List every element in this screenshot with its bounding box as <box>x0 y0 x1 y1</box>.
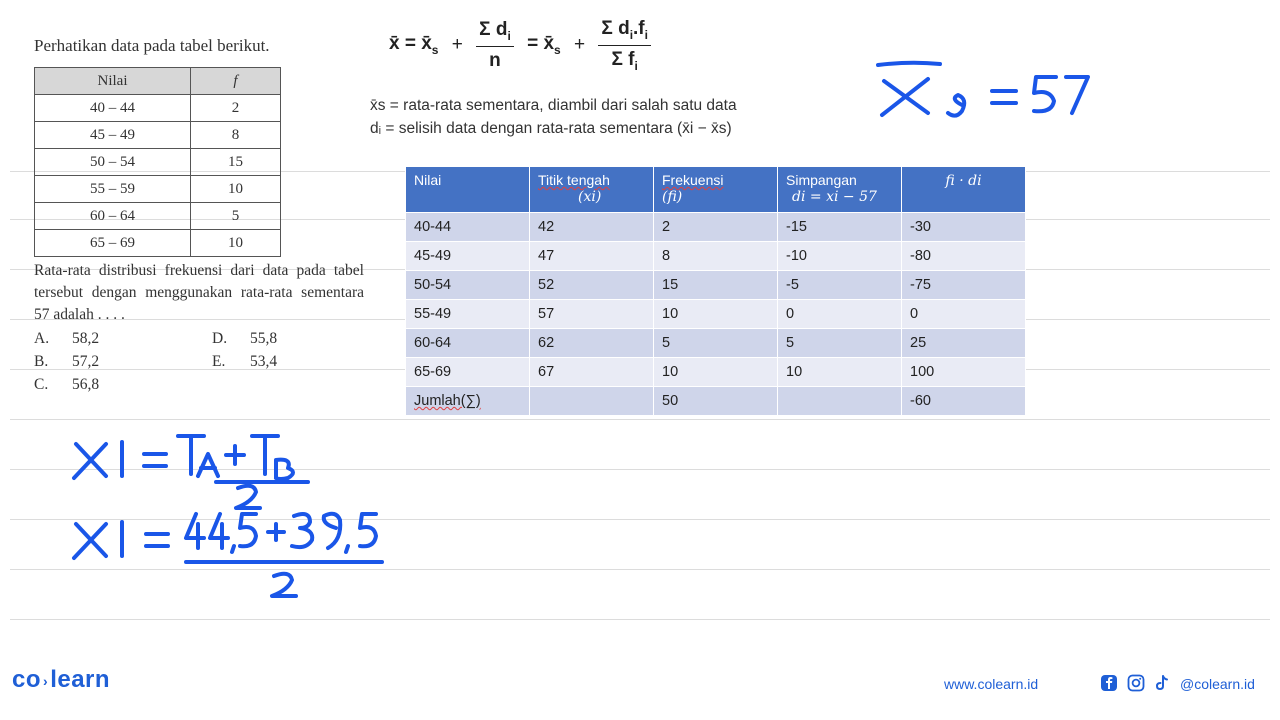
table-row <box>406 329 1026 358</box>
table-row <box>35 95 281 122</box>
table-cell: 45 – 49 <box>35 122 191 149</box>
frequency-table <box>34 67 281 257</box>
plus-sign: + <box>574 34 586 56</box>
table-cell: 100 <box>902 358 1026 387</box>
table-row <box>35 176 281 203</box>
table-row <box>35 203 281 230</box>
table-cell: 10 <box>778 358 902 387</box>
table-cell: 25 <box>902 329 1026 358</box>
calc-header-fi-di: fi · di <box>902 167 1026 213</box>
option-c[interactable] <box>34 376 99 394</box>
table-cell: 52 <box>530 271 654 300</box>
fraction-sum-df-over-sum-f: $\frac{\Sigma d_i.f_i}{\Sigma f_i}$ <box>598 18 651 73</box>
definition-di: dᵢ = selisih data dengan rata-rata sementara (x̄i − x̄s) <box>370 120 732 137</box>
table-cell: 50-54 <box>406 271 530 300</box>
table-row <box>406 300 1026 329</box>
option-value: 58,2 <box>72 330 100 347</box>
table-cell: -5 <box>778 271 902 300</box>
table-cell: 2 <box>654 213 778 242</box>
table-cell: 15 <box>191 149 281 176</box>
calc-header-row <box>406 167 1026 213</box>
formula-lhs: x̄ = $x̄_s$ <box>389 33 439 58</box>
table-cell: 0 <box>902 300 1026 329</box>
table-cell: 55-49 <box>406 300 530 329</box>
option-key: A. <box>34 330 50 347</box>
option-key: B. <box>34 353 49 370</box>
table-cell: 0 <box>778 300 902 329</box>
fraction-sum-d-over-n: $\frac{\Sigma d_i}{n}$ <box>476 19 514 72</box>
table-cell: 55 – 59 <box>35 176 191 203</box>
rule-line <box>10 619 1270 620</box>
option-key: C. <box>34 376 49 393</box>
table-row <box>406 358 1026 387</box>
option-d[interactable] <box>212 330 277 348</box>
table-row <box>35 122 281 149</box>
option-value: 57,2 <box>72 353 100 370</box>
table-cell: 60-64 <box>406 329 530 358</box>
option-key: E. <box>212 353 226 370</box>
table-cell: -10 <box>778 242 902 271</box>
table-cell: -60 <box>902 387 1026 416</box>
table-cell: 57 <box>530 300 654 329</box>
calc-header-frekuensi: Frekuensi (fi) <box>654 167 778 213</box>
option-value: 53,4 <box>250 353 278 370</box>
table-header: f <box>191 68 281 95</box>
table-cell: Jumlah(∑) <box>406 387 530 416</box>
calculation-table <box>405 166 1026 416</box>
table-cell: 10 <box>191 230 281 257</box>
option-value: 55,8 <box>250 330 278 347</box>
mean-formula <box>385 18 655 73</box>
table-cell: 65 – 69 <box>35 230 191 257</box>
table-cell <box>778 387 902 416</box>
colearn-logo[interactable]: co ›learn <box>12 666 111 693</box>
table-cell: 42 <box>530 213 654 242</box>
table-row <box>406 271 1026 300</box>
option-a[interactable] <box>34 330 99 348</box>
table-cell <box>530 387 654 416</box>
social-handle[interactable]: @colearn.id <box>1180 676 1255 692</box>
table-cell: 60 – 64 <box>35 203 191 230</box>
table-cell: 10 <box>654 300 778 329</box>
facebook-icon[interactable] <box>1100 674 1118 692</box>
calc-header-nilai: Nilai <box>406 167 530 213</box>
instagram-icon[interactable] <box>1127 674 1145 692</box>
table-cell: 10 <box>654 358 778 387</box>
table-cell: 62 <box>530 329 654 358</box>
handwriting-xi-calculation <box>66 500 386 600</box>
tiktok-icon[interactable] <box>1153 674 1171 692</box>
table-cell: 5 <box>778 329 902 358</box>
table-cell: 40 – 44 <box>35 95 191 122</box>
definition-xs: x̄s = rata-rata sementara, diambil dari salah satu data <box>370 97 737 114</box>
table-row <box>406 242 1026 271</box>
problem-intro: Perhatikan data pada tabel berikut. <box>34 36 270 55</box>
handwriting-xs-equals-57 <box>870 55 1090 135</box>
calc-header-simpangan: Simpangan di = xi − 57 <box>778 167 902 213</box>
handwriting-xi-ta-tb <box>66 420 326 510</box>
table-cell: 5 <box>191 203 281 230</box>
table-cell: -30 <box>902 213 1026 242</box>
table-header-row <box>35 68 281 95</box>
option-b[interactable] <box>34 353 99 371</box>
formula-mid: = $x̄_s$ <box>527 33 561 58</box>
table-cell: 47 <box>530 242 654 271</box>
table-cell: 40-44 <box>406 213 530 242</box>
calc-header-titik-tengah: Titik tengah (xi) <box>530 167 654 213</box>
table-row-total <box>406 387 1026 416</box>
table-cell: 8 <box>654 242 778 271</box>
table-cell: 15 <box>654 271 778 300</box>
table-header: Nilai <box>35 68 191 95</box>
table-cell: 8 <box>191 122 281 149</box>
table-row <box>406 213 1026 242</box>
table-cell: -75 <box>902 271 1026 300</box>
table-cell: 50 – 54 <box>35 149 191 176</box>
table-cell: 10 <box>191 176 281 203</box>
table-cell: 65-69 <box>406 358 530 387</box>
table-row <box>35 230 281 257</box>
table-cell: 2 <box>191 95 281 122</box>
option-key: D. <box>212 330 228 347</box>
table-row <box>35 149 281 176</box>
option-value: 56,8 <box>72 376 100 393</box>
table-cell: 45-49 <box>406 242 530 271</box>
table-cell: 67 <box>530 358 654 387</box>
table-cell: -15 <box>778 213 902 242</box>
plus-sign: + <box>451 34 463 56</box>
table-cell: 50 <box>654 387 778 416</box>
website-link[interactable]: www.colearn.id <box>944 676 1039 692</box>
question-text: Rata-rata distribusi frekuensi dari data pada tabel tersebut dengan menggunakan rata-rata sementara 57 adalah . . . . <box>34 262 364 323</box>
table-cell: -80 <box>902 242 1026 271</box>
table-cell: 5 <box>654 329 778 358</box>
option-e[interactable] <box>212 353 277 371</box>
